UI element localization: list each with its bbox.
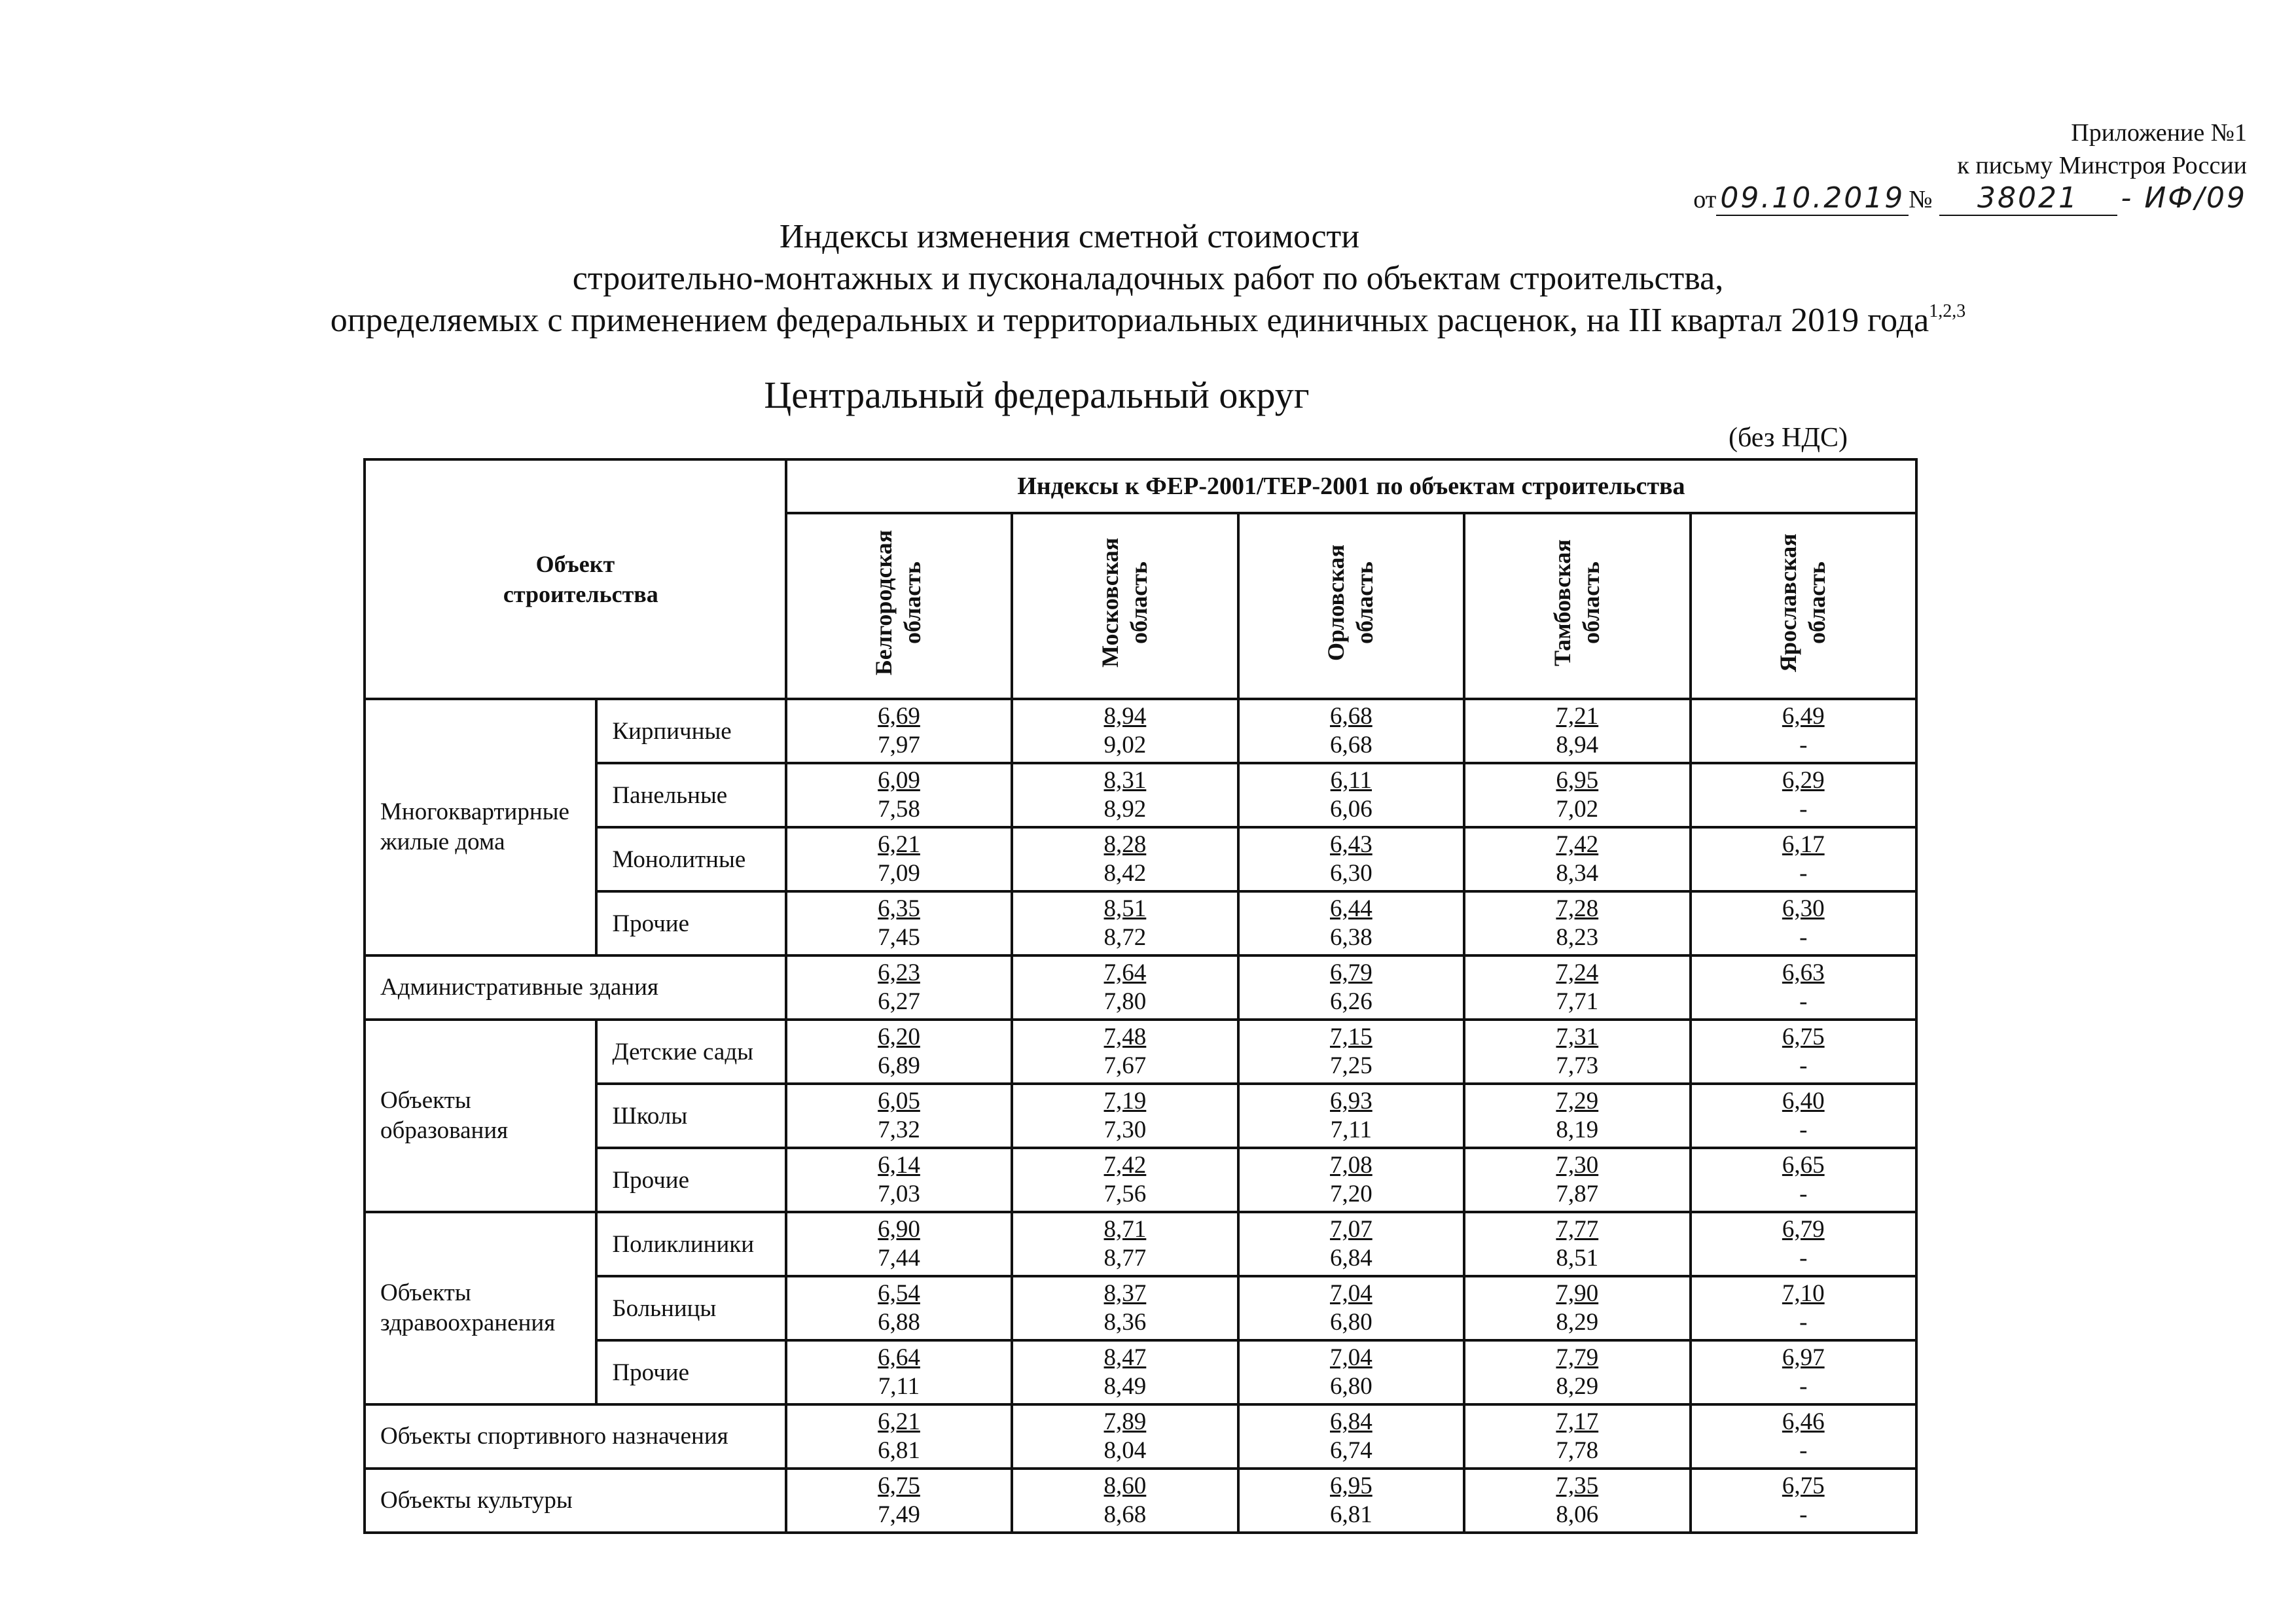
ter-index-value: -: [1799, 1181, 1808, 1207]
ter-index-value: 7,71: [1556, 988, 1599, 1015]
fer-index-value: 6,30: [1782, 895, 1825, 922]
fer-index-value: 6,49: [1782, 703, 1825, 730]
fer-index-value: 6,79: [1782, 1216, 1825, 1243]
index-value-cell: [1012, 827, 1238, 891]
ter-index-value: 6,88: [878, 1309, 920, 1336]
ter-index-value: 7,25: [1329, 1052, 1372, 1079]
index-value-cell: [1464, 1148, 1690, 1212]
fer-index-value: 7,30: [1556, 1152, 1599, 1179]
appendix-letter-ref: к письму Минстроя России: [1957, 152, 2247, 179]
index-value-cell: [1238, 1020, 1464, 1084]
table-row: [365, 763, 1916, 827]
object-header-text: Объект строительства: [503, 551, 658, 607]
fer-index-value: 6,79: [1329, 959, 1372, 986]
index-value-cell: [786, 1148, 1012, 1212]
table-row: [365, 699, 1916, 763]
fer-index-value: 6,90: [878, 1216, 920, 1243]
fer-index-value: 6,75: [1782, 1472, 1825, 1499]
ter-index-value: 6,27: [878, 988, 920, 1015]
ter-index-value: 8,92: [1103, 796, 1147, 823]
index-value-cell: [1012, 1084, 1238, 1148]
index-value-cell: [1238, 1404, 1464, 1469]
ter-index-value: 8,42: [1103, 860, 1147, 887]
ter-index-value: 6,68: [1329, 732, 1372, 758]
fer-index-value: 7,29: [1556, 1088, 1599, 1115]
index-value-cell: [786, 1212, 1012, 1276]
fer-index-value: 6,75: [878, 1472, 920, 1499]
title-line-2: строительно-монтажных и пусконаладочных работ по объектам строительства,: [572, 260, 1724, 297]
fer-index-value: 6,21: [878, 1408, 920, 1435]
ter-index-value: 8,19: [1556, 1116, 1599, 1143]
index-value-cell: [1464, 1212, 1690, 1276]
ter-index-value: 6,84: [1329, 1245, 1372, 1272]
index-table-body: [365, 699, 1916, 1533]
index-value-cell: [1691, 891, 1916, 955]
ter-index-value: 7,97: [878, 732, 920, 758]
category-cell: Многоквартирные жилые дома: [365, 699, 596, 955]
index-value-cell: [1464, 827, 1690, 891]
ter-index-value: 7,32: [878, 1116, 920, 1143]
index-value-cell: [1238, 1084, 1464, 1148]
subcategory-cell: Детские сады: [596, 1020, 785, 1084]
ter-index-value: 8,29: [1556, 1373, 1599, 1400]
ter-index-value: -: [1799, 1245, 1808, 1272]
fer-index-value: 7,21: [1556, 703, 1599, 730]
index-value-cell: [1464, 955, 1690, 1020]
fer-index-value: 8,37: [1103, 1280, 1147, 1307]
table-row: [365, 1148, 1916, 1212]
ter-index-value: 8,34: [1556, 860, 1599, 887]
index-value-cell: [1238, 891, 1464, 955]
fer-index-value: 8,51: [1103, 895, 1147, 922]
fer-index-value: 8,28: [1103, 831, 1147, 858]
index-value-cell: [786, 1404, 1012, 1469]
ter-index-value: 7,56: [1103, 1181, 1147, 1207]
fer-index-value: 7,89: [1103, 1408, 1147, 1435]
fer-index-value: 8,60: [1103, 1472, 1147, 1499]
index-value-cell: [786, 1469, 1012, 1533]
index-value-cell: [1464, 1084, 1690, 1148]
ter-index-value: 8,06: [1556, 1501, 1599, 1528]
title-line-3-text: определяемых с применением федеральных и территориальных единичных расценок, на III квартал 2019 года: [330, 302, 1929, 339]
fer-index-value: 6,68: [1329, 703, 1372, 730]
fer-index-value: 6,05: [878, 1088, 920, 1115]
table-row: [365, 1276, 1916, 1340]
index-value-cell: [1012, 763, 1238, 827]
fer-index-value: 6,75: [1782, 1024, 1825, 1050]
index-value-cell: [1238, 1148, 1464, 1212]
index-value-cell: [1464, 891, 1690, 955]
index-value-cell: [1012, 1469, 1238, 1533]
title-line-1: Индексы изменения сметной стоимости: [779, 218, 1360, 255]
table-row: [365, 1404, 1916, 1469]
fer-index-value: 6,63: [1782, 959, 1825, 986]
ter-index-value: -: [1799, 860, 1808, 887]
region-header-orel: [1238, 513, 1464, 699]
index-value-cell: [1464, 1020, 1690, 1084]
fer-index-value: 7,35: [1556, 1472, 1599, 1499]
region-header-belgorod: [786, 513, 1012, 699]
ter-index-value: 6,81: [1329, 1501, 1372, 1528]
ter-index-value: 8,94: [1556, 732, 1599, 758]
index-value-cell: [786, 955, 1012, 1020]
index-value-cell: [1012, 1148, 1238, 1212]
category-cell: Объекты образования: [365, 1020, 596, 1212]
fer-index-value: 7,64: [1103, 959, 1147, 986]
index-value-cell: [786, 1020, 1012, 1084]
index-value-cell: [1464, 1469, 1690, 1533]
ter-index-value: 7,09: [878, 860, 920, 887]
index-value-cell: [786, 763, 1012, 827]
fer-index-value: 6,95: [1329, 1472, 1372, 1499]
indices-group-header: Индексы к ФЕР-2001/ТЕР-2001 по объектам строительства: [786, 459, 1916, 513]
fer-index-value: 6,35: [878, 895, 920, 922]
table-row: [365, 1084, 1916, 1148]
index-value-cell: [1012, 1212, 1238, 1276]
ter-index-value: 7,87: [1556, 1181, 1599, 1207]
fer-index-value: 6,93: [1329, 1088, 1372, 1115]
fer-index-value: 7,31: [1556, 1024, 1599, 1050]
fer-index-value: 6,69: [878, 703, 920, 730]
fer-index-value: 6,14: [878, 1152, 920, 1179]
fer-index-value: 6,65: [1782, 1152, 1825, 1179]
fer-index-value: 6,46: [1782, 1408, 1825, 1435]
fer-index-value: 6,21: [878, 831, 920, 858]
ter-index-value: 8,77: [1103, 1245, 1147, 1272]
handwritten-date: 09.10.2019: [1716, 182, 1909, 216]
fer-index-value: 7,42: [1103, 1152, 1147, 1179]
fer-index-value: 6,44: [1329, 895, 1372, 922]
fer-index-value: 7,28: [1556, 895, 1599, 922]
region-label: Тамбовская область: [1549, 539, 1604, 666]
subcategory-cell: Прочие: [596, 1148, 785, 1212]
index-value-cell: [1012, 1404, 1238, 1469]
fer-index-value: 8,47: [1103, 1344, 1147, 1371]
index-value-cell: [1238, 1212, 1464, 1276]
ter-index-value: 9,02: [1103, 732, 1147, 758]
fer-index-value: 6,11: [1330, 767, 1372, 794]
region-label: Ярославская область: [1775, 533, 1831, 672]
index-value-cell: [786, 891, 1012, 955]
object-column-header: [365, 459, 786, 699]
table-row: [365, 827, 1916, 891]
ter-index-value: 7,11: [1330, 1116, 1372, 1143]
ter-index-value: 6,38: [1329, 924, 1372, 951]
index-value-cell: [1691, 955, 1916, 1020]
index-table: [363, 458, 1918, 1534]
index-value-cell: [1238, 1340, 1464, 1404]
index-value-cell: [1691, 1148, 1916, 1212]
index-value-cell: [1012, 1276, 1238, 1340]
index-value-cell: [1238, 763, 1464, 827]
district-heading: Центральный федеральный округ: [764, 374, 1310, 416]
fer-index-value: 7,48: [1103, 1024, 1147, 1050]
fer-index-value: 7,15: [1329, 1024, 1372, 1050]
subcategory-cell: Кирпичные: [596, 699, 785, 763]
ter-index-value: 7,80: [1103, 988, 1147, 1015]
subcategory-cell: Панельные: [596, 763, 785, 827]
index-value-cell: [1012, 699, 1238, 763]
table-row: [365, 1020, 1916, 1084]
fer-index-value: 7,77: [1556, 1216, 1599, 1243]
ter-index-value: 7,44: [878, 1245, 920, 1272]
ter-index-value: 7,20: [1329, 1181, 1372, 1207]
fer-index-value: 6,09: [878, 767, 920, 794]
table-row: [365, 1340, 1916, 1404]
ter-index-value: -: [1799, 1052, 1808, 1079]
table-row: [365, 955, 1916, 1020]
index-value-cell: [1691, 763, 1916, 827]
fer-index-value: 6,54: [878, 1280, 920, 1307]
index-value-cell: [1238, 1276, 1464, 1340]
ter-index-value: 7,58: [878, 796, 920, 823]
fer-index-value: 6,29: [1782, 767, 1825, 794]
ter-index-value: 6,89: [878, 1052, 920, 1079]
index-value-cell: [1691, 1212, 1916, 1276]
index-value-cell: [786, 699, 1012, 763]
ter-index-value: 8,72: [1103, 924, 1147, 951]
index-value-cell: [1464, 1340, 1690, 1404]
ter-index-value: 7,73: [1556, 1052, 1599, 1079]
fer-index-value: 6,95: [1556, 767, 1599, 794]
ter-index-value: 7,02: [1556, 796, 1599, 823]
ter-index-value: -: [1799, 1501, 1808, 1528]
ter-index-value: 8,29: [1556, 1309, 1599, 1336]
fer-index-value: 7,42: [1556, 831, 1599, 858]
category-cell: Административные здания: [365, 955, 786, 1020]
fer-index-value: 6,17: [1782, 831, 1825, 858]
fer-index-value: 7,04: [1329, 1280, 1372, 1307]
appendix-date-number-line: [1693, 182, 2247, 216]
index-value-cell: [1691, 1340, 1916, 1404]
category-cell: Объекты культуры: [365, 1469, 786, 1533]
ter-index-value: 8,04: [1103, 1437, 1147, 1464]
ter-index-value: 8,49: [1103, 1373, 1147, 1400]
ter-index-value: -: [1799, 796, 1808, 823]
fer-index-value: 7,79: [1556, 1344, 1599, 1371]
number-label: №: [1909, 186, 1933, 213]
fer-index-value: 7,08: [1329, 1152, 1372, 1179]
ter-index-value: 6,80: [1329, 1309, 1372, 1336]
index-value-cell: [1238, 699, 1464, 763]
category-cell: Объекты спортивного назначения: [365, 1404, 786, 1469]
ter-index-value: -: [1799, 1373, 1808, 1400]
category-cell: Объекты здравоохранения: [365, 1212, 596, 1404]
fer-index-value: 6,23: [878, 959, 920, 986]
index-value-cell: [1691, 1276, 1916, 1340]
title-line-3: [0, 300, 2296, 342]
index-value-cell: [1691, 1404, 1916, 1469]
no-vat-note: (без НДС): [1728, 423, 1848, 453]
subcategory-cell: Школы: [596, 1084, 785, 1148]
fer-index-value: 7,17: [1556, 1408, 1599, 1435]
fer-index-value: 6,43: [1329, 831, 1372, 858]
region-header-tambov: [1464, 513, 1690, 699]
fer-index-value: 7,10: [1782, 1280, 1825, 1307]
index-value-cell: [1012, 1340, 1238, 1404]
subcategory-cell: Больницы: [596, 1276, 785, 1340]
fer-index-value: 7,24: [1556, 959, 1599, 986]
ter-index-value: 8,36: [1103, 1309, 1147, 1336]
fer-index-value: 8,31: [1103, 767, 1147, 794]
fer-index-value: 6,97: [1782, 1344, 1825, 1371]
ter-index-value: 6,81: [878, 1437, 920, 1464]
index-value-cell: [1238, 955, 1464, 1020]
index-value-cell: [1238, 1469, 1464, 1533]
fer-index-value: 6,84: [1329, 1408, 1372, 1435]
index-value-cell: [1012, 955, 1238, 1020]
ter-index-value: -: [1799, 732, 1808, 758]
index-value-cell: [1238, 827, 1464, 891]
ter-index-value: 6,06: [1329, 796, 1372, 823]
ter-index-value: 6,74: [1329, 1437, 1372, 1464]
ter-index-value: 7,49: [878, 1501, 920, 1528]
ter-index-value: 7,78: [1556, 1437, 1599, 1464]
fer-index-value: 7,07: [1329, 1216, 1372, 1243]
region-header-yaroslavl: [1691, 513, 1916, 699]
handwritten-number-suffix: - ИФ/09: [2121, 181, 2247, 215]
ter-index-value: 8,23: [1556, 924, 1599, 951]
index-value-cell: [1012, 891, 1238, 955]
ter-index-value: -: [1799, 924, 1808, 951]
index-value-cell: [1691, 1084, 1916, 1148]
index-value-cell: [1464, 763, 1690, 827]
region-label: Орловская область: [1323, 544, 1378, 661]
region-label: Московская область: [1096, 537, 1152, 668]
index-value-cell: [1012, 1020, 1238, 1084]
index-value-cell: [786, 1276, 1012, 1340]
fer-index-value: 7,90: [1556, 1280, 1599, 1307]
ter-index-value: 8,51: [1556, 1245, 1599, 1272]
document-title: [0, 216, 2296, 342]
index-value-cell: [1464, 699, 1690, 763]
index-value-cell: [1691, 1020, 1916, 1084]
index-value-cell: [1691, 1469, 1916, 1533]
fer-index-value: 7,19: [1103, 1088, 1147, 1115]
ter-index-value: 6,30: [1329, 860, 1372, 887]
table-row: [365, 1469, 1916, 1533]
index-value-cell: [786, 827, 1012, 891]
fer-index-value: 6,20: [878, 1024, 920, 1050]
index-value-cell: [786, 1084, 1012, 1148]
subcategory-cell: Прочие: [596, 1340, 785, 1404]
fer-index-value: 6,40: [1782, 1088, 1825, 1115]
fer-index-value: 8,94: [1103, 703, 1147, 730]
fer-index-value: 6,64: [878, 1344, 920, 1371]
ter-index-value: 6,80: [1329, 1373, 1372, 1400]
index-value-cell: [1691, 827, 1916, 891]
handwritten-number: 38021: [1939, 182, 2117, 216]
subcategory-cell: Монолитные: [596, 827, 785, 891]
ter-index-value: 6,26: [1329, 988, 1372, 1015]
index-value-cell: [786, 1340, 1012, 1404]
title-footnotes: 1,2,3: [1929, 301, 1966, 321]
ter-index-value: -: [1799, 1309, 1808, 1336]
ter-index-value: 7,11: [878, 1373, 920, 1400]
subcategory-cell: Поликлиники: [596, 1212, 785, 1276]
ter-index-value: 7,67: [1103, 1052, 1147, 1079]
ter-index-value: 7,45: [878, 924, 920, 951]
index-value-cell: [1464, 1404, 1690, 1469]
ter-index-value: -: [1799, 988, 1808, 1015]
table-row: [365, 1212, 1916, 1276]
table-row: [365, 891, 1916, 955]
from-label: от: [1693, 186, 1717, 213]
region-header-moscow: [1012, 513, 1238, 699]
ter-index-value: 7,30: [1103, 1116, 1147, 1143]
ter-index-value: 8,68: [1103, 1501, 1147, 1528]
appendix-number: Приложение №1: [2071, 119, 2247, 147]
subcategory-cell: Прочие: [596, 891, 785, 955]
fer-index-value: 8,71: [1103, 1216, 1147, 1243]
index-value-cell: [1691, 699, 1916, 763]
ter-index-value: -: [1799, 1116, 1808, 1143]
index-value-cell: [1464, 1276, 1690, 1340]
fer-index-value: 7,04: [1329, 1344, 1372, 1371]
region-label: Белгородская область: [870, 529, 926, 676]
appendix-block: [1693, 116, 2247, 216]
ter-index-value: -: [1799, 1437, 1808, 1464]
ter-index-value: 7,03: [878, 1181, 920, 1207]
